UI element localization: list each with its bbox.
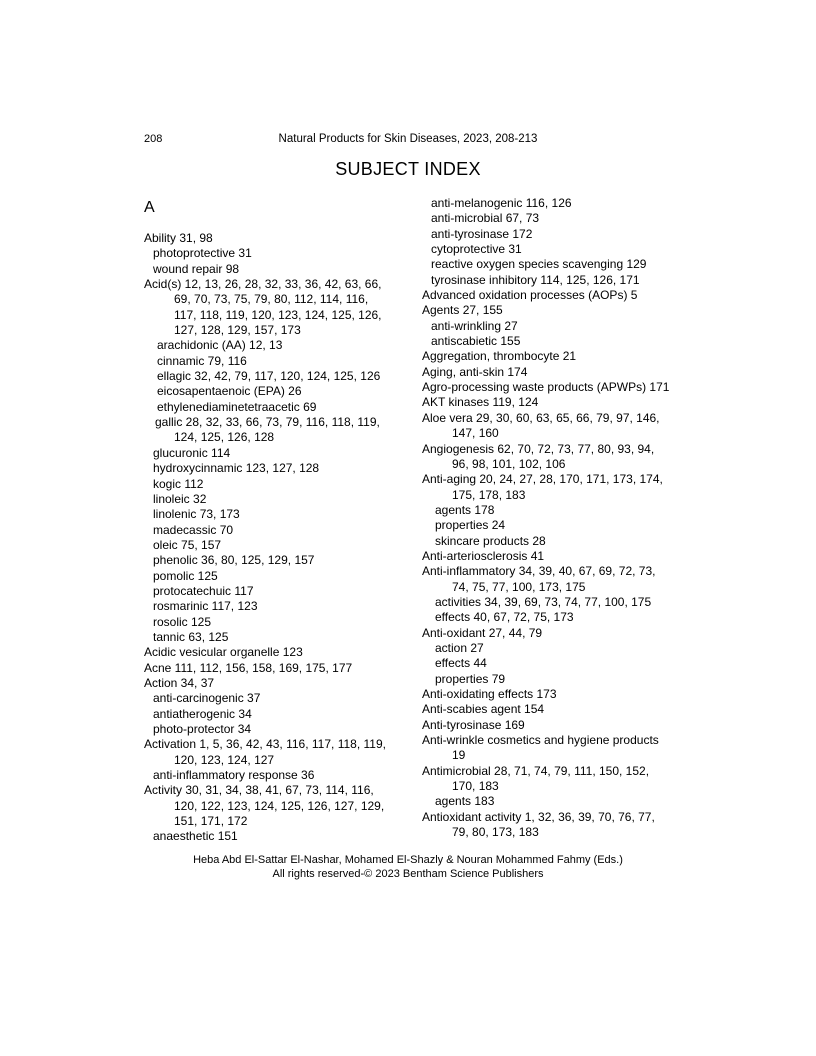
index-entry: Anti-arteriosclerosis 41 [422, 548, 545, 563]
index-entry: 69, 70, 73, 75, 79, 80, 112, 114, 116, [174, 292, 369, 307]
index-entry: tyrosinase inhibitory 114, 125, 126, 171 [431, 272, 640, 287]
index-entry: anti-tyrosinase 172 [431, 226, 533, 241]
index-entry: antiatherogenic 34 [153, 706, 252, 721]
index-entry: rosolic 125 [153, 614, 212, 629]
index-entry: 19 [452, 748, 466, 763]
index-entry: 96, 98, 101, 102, 106 [452, 456, 566, 471]
footer-rights: All rights reserved-© 2023 Bentham Science Publishers [272, 868, 544, 880]
page-title: SUBJECT INDEX [335, 159, 481, 179]
index-entry: Antimicrobial 28, 71, 74, 79, 111, 150, 152, [422, 763, 650, 778]
index-entry: Ability 31, 98 [144, 231, 213, 245]
index-entry: arachidonic (AA) 12, 13 [157, 338, 283, 353]
index-entry: Acid(s) 12, 13, 26, 28, 32, 33, 36, 42, 63, 66, [144, 277, 382, 292]
index-entry: reactive oxygen species scavenging 129 [431, 257, 647, 272]
index-entry: Anti-oxidant 27, 44, 79 [422, 625, 543, 640]
section-letter: A [144, 199, 155, 216]
index-entry: Activation 1, 5, 36, 42, 43, 116, 117, 118, 119, [144, 737, 386, 752]
index-entry: 170, 183 [452, 779, 499, 794]
page-number: 208 [144, 133, 163, 145]
index-entry: properties 24 [435, 518, 506, 533]
index-entry: agents 183 [435, 794, 495, 809]
index-entry: 74, 75, 77, 100, 173, 175 [452, 579, 586, 594]
index-entry: anti-microbial 67, 73 [431, 211, 540, 226]
index-entry: tannic 63, 125 [153, 629, 229, 644]
index-column-right [422, 196, 692, 840]
index-entry: Anti-wrinkle cosmetics and hygiene products [422, 733, 659, 748]
index-entry: Anti-scabies agent 154 [422, 702, 545, 717]
index-entry: 127, 128, 129, 157, 173 [174, 323, 301, 338]
index-entry: linoleic 32 [153, 491, 207, 506]
index-entry: eicosapentaenoic (EPA) 26 [157, 384, 302, 399]
index-entry: anti-carcinogenic 37 [153, 691, 261, 706]
index-entry: Agents 27, 155 [422, 303, 503, 318]
index-entry: anaesthetic 151 [153, 829, 238, 844]
index-entry: 175, 178, 183 [452, 487, 526, 502]
index-entry: oleic 75, 157 [153, 537, 222, 552]
index-entry: activities 34, 39, 69, 73, 74, 77, 100, 175 [435, 594, 652, 609]
index-entry: Angiogenesis 62, 70, 72, 73, 77, 80, 93, 94, [422, 441, 655, 456]
index-entry: Antioxidant activity 1, 32, 36, 39, 70, 76, 77, [422, 809, 655, 824]
index-entry: ethylenediaminetetraacetic 69 [157, 399, 317, 414]
index-entry: Anti-tyrosinase 169 [422, 717, 525, 732]
index-entry: cytoprotective 31 [431, 242, 522, 257]
index-entry: Acidic vesicular organelle 123 [144, 645, 303, 660]
index-entry: kogic 112 [153, 476, 204, 491]
index-entry: Action 34, 37 [144, 675, 215, 690]
index-entry: effects 40, 67, 72, 75, 173 [435, 610, 574, 625]
index-entry: properties 79 [435, 671, 506, 686]
index-entry: cinnamic 79, 116 [157, 353, 247, 368]
index-entry: glucuronic 114 [153, 445, 231, 460]
index-entry: photo-protector 34 [153, 722, 252, 736]
index-entry: effects 44 [435, 656, 487, 671]
index-entry: 151, 171, 172 [174, 814, 248, 829]
left-entries [144, 231, 414, 845]
index-entry: Anti-inflammatory 34, 39, 40, 67, 69, 72, 73, [422, 564, 656, 579]
index-entry: 120, 122, 123, 124, 125, 126, 127, 129, [174, 798, 385, 813]
index-entry: agents 178 [435, 502, 495, 517]
index-entry: anti-wrinkling 27 [431, 318, 518, 333]
index-entry: 79, 80, 173, 183 [452, 825, 539, 840]
footer-editors: Heba Abd El-Sattar El-Nashar, Mohamed El-Shazly & Nouran Mohammed Fahmy (Eds.) [193, 854, 623, 866]
index-entry: photoprotective 31 [153, 246, 252, 261]
index-entry: Acne 111, 112, 156, 158, 169, 175, 177 [144, 660, 353, 675]
index-entry: madecassic 70 [153, 522, 234, 537]
index-entry: Advanced oxidation processes (AOPs) 5 [422, 288, 638, 303]
index-entry: Aggregation, thrombocyte 21 [422, 349, 577, 364]
index-entry: action 27 [435, 640, 484, 655]
index-entry: pomolic 125 [153, 568, 218, 583]
index-entry: rosmarinic 117, 123 [153, 599, 258, 614]
index-entry: phenolic 36, 80, 125, 129, 157 [153, 553, 315, 568]
index-entry: skincare products 28 [435, 533, 546, 548]
index-entry: wound repair 98 [153, 261, 240, 276]
index-entry: anti-inflammatory response 36 [153, 768, 315, 783]
index-entry: AKT kinases 119, 124 [422, 395, 539, 410]
index-entry: Aging, anti-skin 174 [422, 364, 528, 379]
index-entry: gallic 28, 32, 33, 66, 73, 79, 116, 118, 119, [155, 415, 380, 430]
index-entry: Anti-aging 20, 24, 27, 28, 170, 171, 173, 174, [422, 472, 663, 487]
running-head: Natural Products for Skin Diseases, 2023, 208-213 [278, 133, 538, 145]
index-entry: Agro-processing waste products (APWPs) 171 [422, 380, 670, 395]
index-column-left [144, 196, 414, 845]
index-entry: Activity 30, 31, 34, 38, 41, 67, 73, 114, 116, [144, 783, 374, 798]
index-entry: anti-melanogenic 116, 126 [431, 196, 572, 210]
index-entry: protocatechuic 117 [153, 583, 254, 598]
index-entry: 117, 118, 119, 120, 123, 124, 125, 126, [174, 307, 382, 322]
index-entry: ellagic 32, 42, 79, 117, 120, 124, 125, 126 [157, 369, 381, 384]
index-entry: 124, 125, 126, 128 [174, 430, 275, 445]
index-entry: linolenic 73, 173 [153, 507, 240, 522]
index-entry: Aloe vera 29, 30, 60, 63, 65, 66, 79, 97, 146, [422, 410, 660, 425]
index-entry: 147, 160 [452, 426, 499, 441]
index-entry: 120, 123, 124, 127 [174, 752, 275, 767]
index-entry: Anti-oxidating effects 173 [422, 687, 557, 701]
index-entry: antiscabietic 155 [431, 334, 521, 349]
index-entry: hydroxycinnamic 123, 127, 128 [153, 461, 320, 476]
